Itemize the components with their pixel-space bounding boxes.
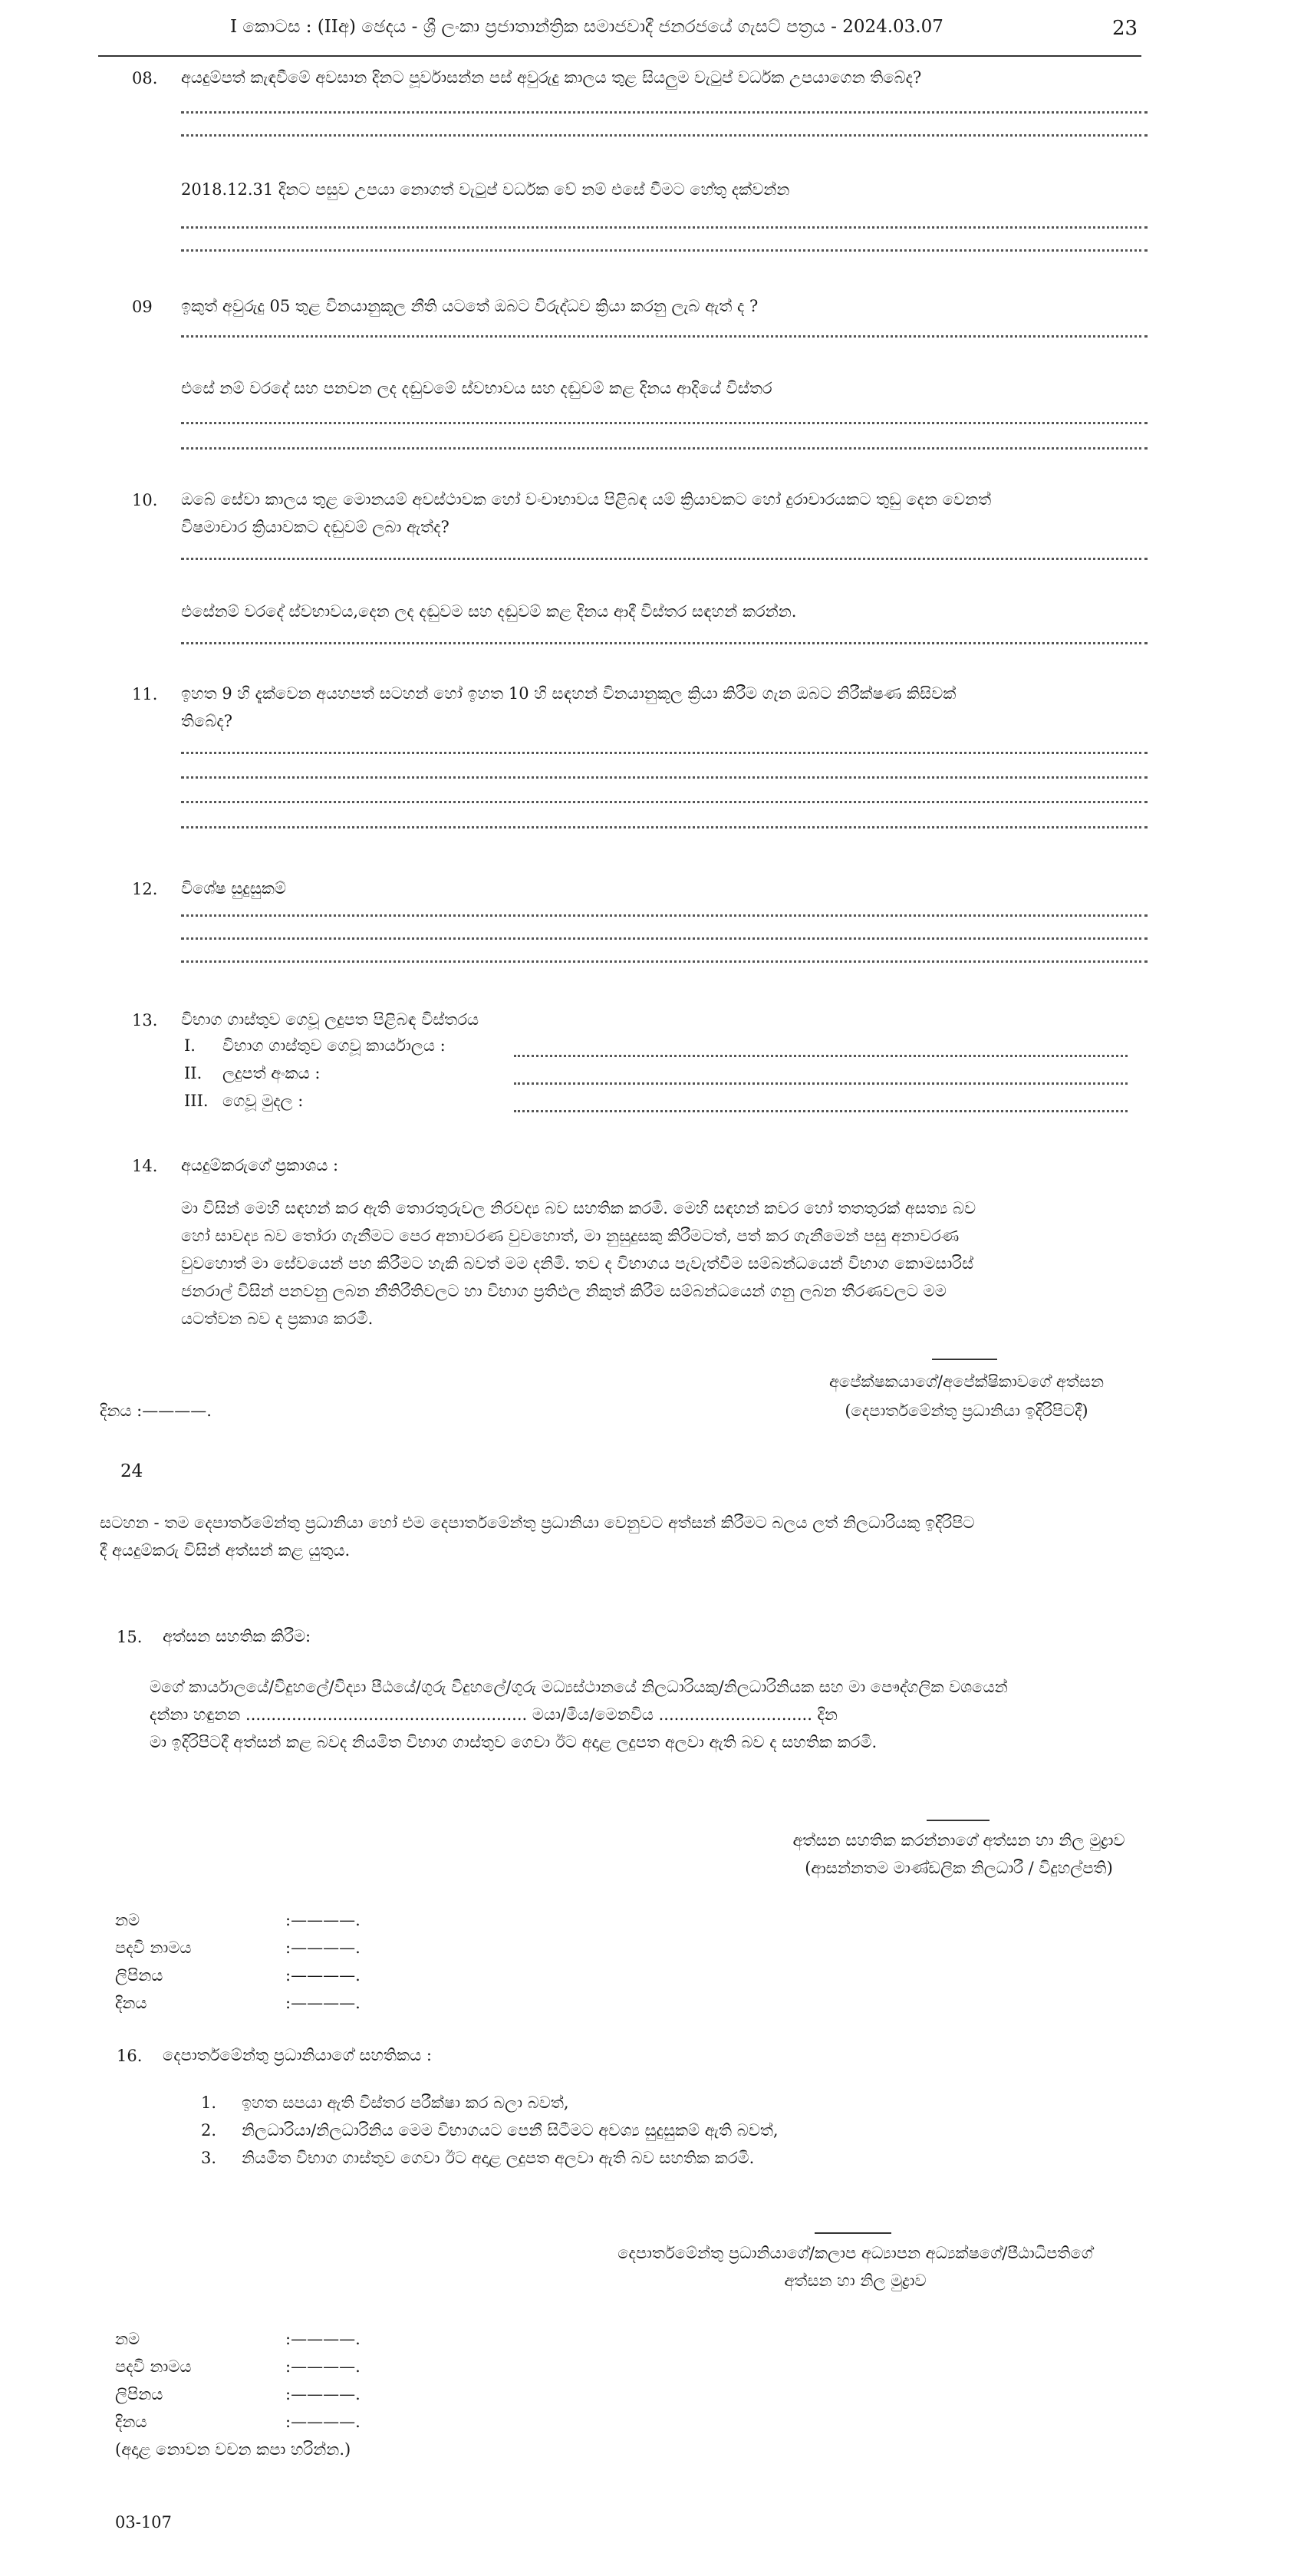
q11-answer-line-1[interactable]	[181, 752, 1148, 754]
q11-answer-line-4[interactable]	[181, 826, 1148, 828]
q10-question-line-1: ඔබේ සේවා කාලය තුළ මොනයම් අවස්ථාවක හෝ වංචාභාවය පිළිබඳ යම් ක්‍රියාවකට හෝ දුරාචාරයකට තුඩු දෙන වෙනත්	[181, 490, 992, 509]
page-24-note-line-1: සටහන - තම දෙපාර්තමේන්තු ප්‍රධානියා හෝ එම දෙපාර්තමේන්තු ප්‍රධානියා වෙනුවට අත්සන් කිරීමට බලය ලත් නිලධාරියකු ඉදිරිපිට	[100, 1514, 975, 1532]
q13-label: විභාග ගාස්තුව ගෙවූ ලදුපත පිළිබඳ විස්තරය	[181, 1010, 479, 1029]
q16-field-value[interactable]: :————.	[285, 2357, 361, 2376]
q15-field-value[interactable]: :————.	[285, 1939, 361, 1957]
q09-sub-question: එසේ නම් වරදේ සහ පනවන ලද දඬුවමේ ස්වභාවය සහ දඬුවම් කළ දිනය ආදියේ විස්තර	[181, 379, 772, 397]
q16-number: 16.	[117, 2047, 143, 2065]
q11-answer-line-3[interactable]	[181, 801, 1148, 803]
q11-answer-line-2[interactable]	[181, 776, 1148, 779]
gazette-header-title: I කොටස : (IIඅ) ඡෙදය - ශ්‍රී ලංකා ප්‍රජාතාන්ත්‍රික සමාජවාදී ජනරජයේ ගැසට් පත්‍රය - 2024.03.07	[230, 17, 943, 37]
q09-question: ඉකුත් අවුරුදු 05 තුළ විනයානුකූල නීති යටතේ ඔබට විරුද්ධව ක්‍රියා කරනු ලැබ ඇත් ද ?	[181, 297, 759, 315]
q15-field-label: ලිපිනය	[115, 1966, 163, 1985]
q11-question-line-2: තිබේද?	[181, 712, 232, 730]
q09-answer-line[interactable]	[181, 335, 1148, 338]
q09-sub-answer-line-2[interactable]	[181, 447, 1148, 450]
q15-field-label: පදවි නාමය	[115, 1939, 192, 1957]
q16-field-value[interactable]: :————.	[285, 2385, 361, 2403]
q15-field-value[interactable]: :————.	[285, 1994, 361, 2012]
applicant-signature-line[interactable]	[932, 1359, 997, 1360]
q08-sub-answer-line-2[interactable]	[181, 249, 1148, 252]
head-signature-note: අත්සන හා නිල මුද්‍රාව	[784, 2271, 927, 2290]
certifier-signature-caption: අත්සන සහතික කරන්නාගේ අත්සන හා නිල මුද්‍රාව	[792, 1831, 1125, 1850]
q08-sub-answer-line-1[interactable]	[181, 226, 1148, 229]
q14-declaration-line: හෝ සාවද්‍ය බව තෝරා ගැනීමට පෙර අනාවරණ වුවහොත්, මා නුසුදුසකු කිරීමටත්, පත් කර ගැනීමෙන් පසු අනාවරණ	[181, 1227, 960, 1245]
certifier-signature-note: (ආසන්නතම මාණ්ඩලික නිලධාරී / විදුහල්පති)	[805, 1859, 1113, 1877]
q15-number: 15.	[117, 1628, 143, 1646]
q12-answer-line-3[interactable]	[181, 960, 1148, 963]
q16-label: දෙපාර්තමේන්තු ප්‍රධානියාගේ සහතිකය :	[163, 2046, 432, 2064]
q16-field-value[interactable]: :————.	[285, 2413, 361, 2431]
q16-item-text: ඉහත සපයා ඇති විස්තර පරීක්ෂා කර බලා බවත්,	[242, 2093, 569, 2112]
q16-item-text: නිලධාරියා/නිලධාරිනිය මෙම විභාගයට පෙනී සිටීමට අවශ්‍ය සුදුසුකම් ඇති බවත්,	[242, 2121, 779, 2140]
q10-sub-answer-line[interactable]	[181, 642, 1148, 644]
page-24-number: 24	[120, 1461, 143, 1481]
q16-item-number: 3.	[201, 2149, 217, 2167]
q16-item-number: 2.	[201, 2121, 217, 2140]
q10-sub-question: එසේනම් වරදේ ස්වභාවය,දෙන ලද දඬුවම සහ දඬුවම් කළ දිනය ආදී විස්තර සඳහන් කරන්න.	[181, 602, 797, 621]
head-signature-line[interactable]	[815, 2232, 891, 2234]
q16-field-label: පදවි නාමය	[115, 2357, 192, 2376]
q15-certification-line-3: මා ඉදිරිපිටදී අත්සන් කළ බවද නියමිත විභාග ගාස්තුව ගෙවා ඊට අදාළ ලදුපත අලවා ඇති බව ද සහතික කරමි.	[150, 1733, 878, 1751]
q13-item-roman: I.	[184, 1036, 196, 1055]
q09-number: 09	[132, 298, 153, 316]
q08-number: 08.	[132, 69, 158, 87]
q09-sub-answer-line-1[interactable]	[181, 422, 1148, 424]
q14-label: අයදුම්කරුගේ ප්‍රකාශය :	[181, 1156, 339, 1174]
q15-field-value[interactable]: :————.	[285, 1966, 361, 1985]
q13-item-label: ලදුපත් අංකය :	[222, 1064, 321, 1082]
q13-item-answer-line[interactable]	[514, 1082, 1128, 1085]
footer-code: 03-107	[115, 2513, 172, 2532]
q08-sub-question: 2018.12.31 දිනට පසුව උපයා නොගත් වැටුප් වර්ධක වේ නම් එසේ වීමට හේතු දක්වන්න	[181, 180, 790, 199]
q12-label: විශේෂ සුදුසුකම්	[181, 879, 286, 898]
q16-field-label: ලිපිනය	[115, 2385, 163, 2403]
q16-item-text: නියමිත විභාග ගාස්තුව ගෙවා ඊට අදාළ ලදුපත අලවා ඇති බව සහතික කරමි.	[242, 2149, 755, 2167]
q13-item-roman: II.	[184, 1064, 203, 1082]
q16-footnote: (අදාළ නොවන වචන කපා හරින්න.)	[115, 2440, 351, 2459]
q13-item-answer-line[interactable]	[514, 1055, 1128, 1057]
q15-label: අත්සන සහතික කිරීම:	[163, 1627, 311, 1645]
q14-declaration-line: වුවහොත් මා සේවයෙන් පහ කිරීමට හැකි බවත් මම දනිමි. තව ද විභාගය පැවැත්වීම සම්බන්ධයෙන් විභාග කොමසාරිස්	[181, 1254, 974, 1273]
q15-certification-line-2[interactable]: දන්නා හඳුනන ....................................................... මයා/මිය/මෙනවිය .............................. දින	[150, 1705, 838, 1724]
q14-number: 14.	[132, 1157, 158, 1175]
q08-question: අයදුම්පත් කැඳවීමේ අවසාන දිනට පූර්වාසන්න පස් අවුරුදු කාලය තුළ සියලුම වැටුප් වර්ධක උපයාගෙන තිබේද?	[181, 68, 922, 87]
page-24-note-line-2: දී අයදුම්කරු විසින් අත්සන් කළ යුතුය.	[100, 1541, 351, 1560]
q15-field-value[interactable]: :————.	[285, 1911, 361, 1929]
q16-field-label: නම	[115, 2330, 140, 2348]
q13-item-roman: III.	[184, 1092, 209, 1110]
certifier-signature-line[interactable]	[927, 1820, 990, 1821]
q16-field-label: දිනය	[115, 2413, 147, 2431]
applicant-signature-caption: අපේක්ෂකයාගේ/අපේක්ෂිකාවගේ අත්සන	[828, 1372, 1105, 1391]
q08-answer-line-1[interactable]	[181, 111, 1148, 114]
head-signature-caption: දෙපාර්තමේන්තු ප්‍රධානියාගේ/කලාප අධ්‍යාපන අධ්‍යක්ෂගේ/පීඨාධිපතිගේ	[617, 2244, 1093, 2262]
q13-item-label: ගෙවූ මුදල :	[222, 1092, 304, 1110]
q10-answer-line[interactable]	[181, 558, 1148, 560]
q15-certification-line-1: මගේ කාර්යාලයේ/විදුහලේ/විද්‍යා පීඨයේ/ගුරු විදුහලේ/ගුරු මධ්‍යස්ථානයේ නිලධාරියකු/නිලධාරිනියක සහ මා පෞද්ගලික වශයෙන්	[150, 1678, 1008, 1696]
q14-declaration-line: යටත්වන බව ද ප්‍රකාශ කරමි.	[181, 1309, 374, 1328]
q10-number: 10.	[132, 491, 158, 509]
q14-declaration-line: ජනරාල් විසින් පනවනු ලබන නීතිරීතිවලට හා විභාග ප්‍රතිඵල නිකුත් කිරීම සම්බන්ධයෙන් ගනු ලබන තීරණවලට මම	[181, 1282, 947, 1300]
q11-number: 11.	[132, 685, 158, 703]
q16-item-number: 1.	[201, 2093, 217, 2112]
q10-question-line-2: විෂමාචාර ක්‍රියාවකට දඬුවම් ලබා ඇත්ද?	[181, 518, 449, 536]
q15-field-label: දිනය	[115, 1994, 147, 2012]
q12-answer-line-2[interactable]	[181, 937, 1148, 940]
q12-number: 12.	[132, 880, 158, 898]
q13-number: 13.	[132, 1011, 158, 1029]
q15-field-label: නම	[115, 1911, 140, 1929]
q16-field-value[interactable]: :————.	[285, 2330, 361, 2348]
applicant-date-field[interactable]: දිනය :————.	[100, 1402, 212, 1420]
q13-item-label: විභාග ගාස්තුව ගෙවූ කාර්යාලය :	[222, 1036, 446, 1055]
header-rule	[98, 55, 1141, 57]
q13-item-answer-line[interactable]	[514, 1110, 1128, 1112]
q14-declaration-line: මා විසින් මෙහි සඳහන් කර ඇති තොරතුරුවල නිරවද්‍ය බව සහතික කරමි. මෙහි සඳහන් කවර හෝ තතතුරක් අසත්‍ය බව	[181, 1199, 976, 1217]
q11-question-line-1: ඉහත 9 හි දැක්වෙන අයහපත් සටහන් හෝ ඉහත 10 හි සඳහන් විනයානුකූල ක්‍රියා කිරීම ගැන ඔබට නිරීක්ෂණ කිසිවක්	[181, 684, 957, 703]
q12-answer-line-1[interactable]	[181, 914, 1148, 917]
page-number: 23	[1112, 17, 1138, 40]
q08-answer-line-2[interactable]	[181, 134, 1148, 137]
applicant-signature-note: (දෙපාර්තමේන්තු ප්‍රධානියා ඉදිරිපිටදී)	[845, 1402, 1088, 1420]
